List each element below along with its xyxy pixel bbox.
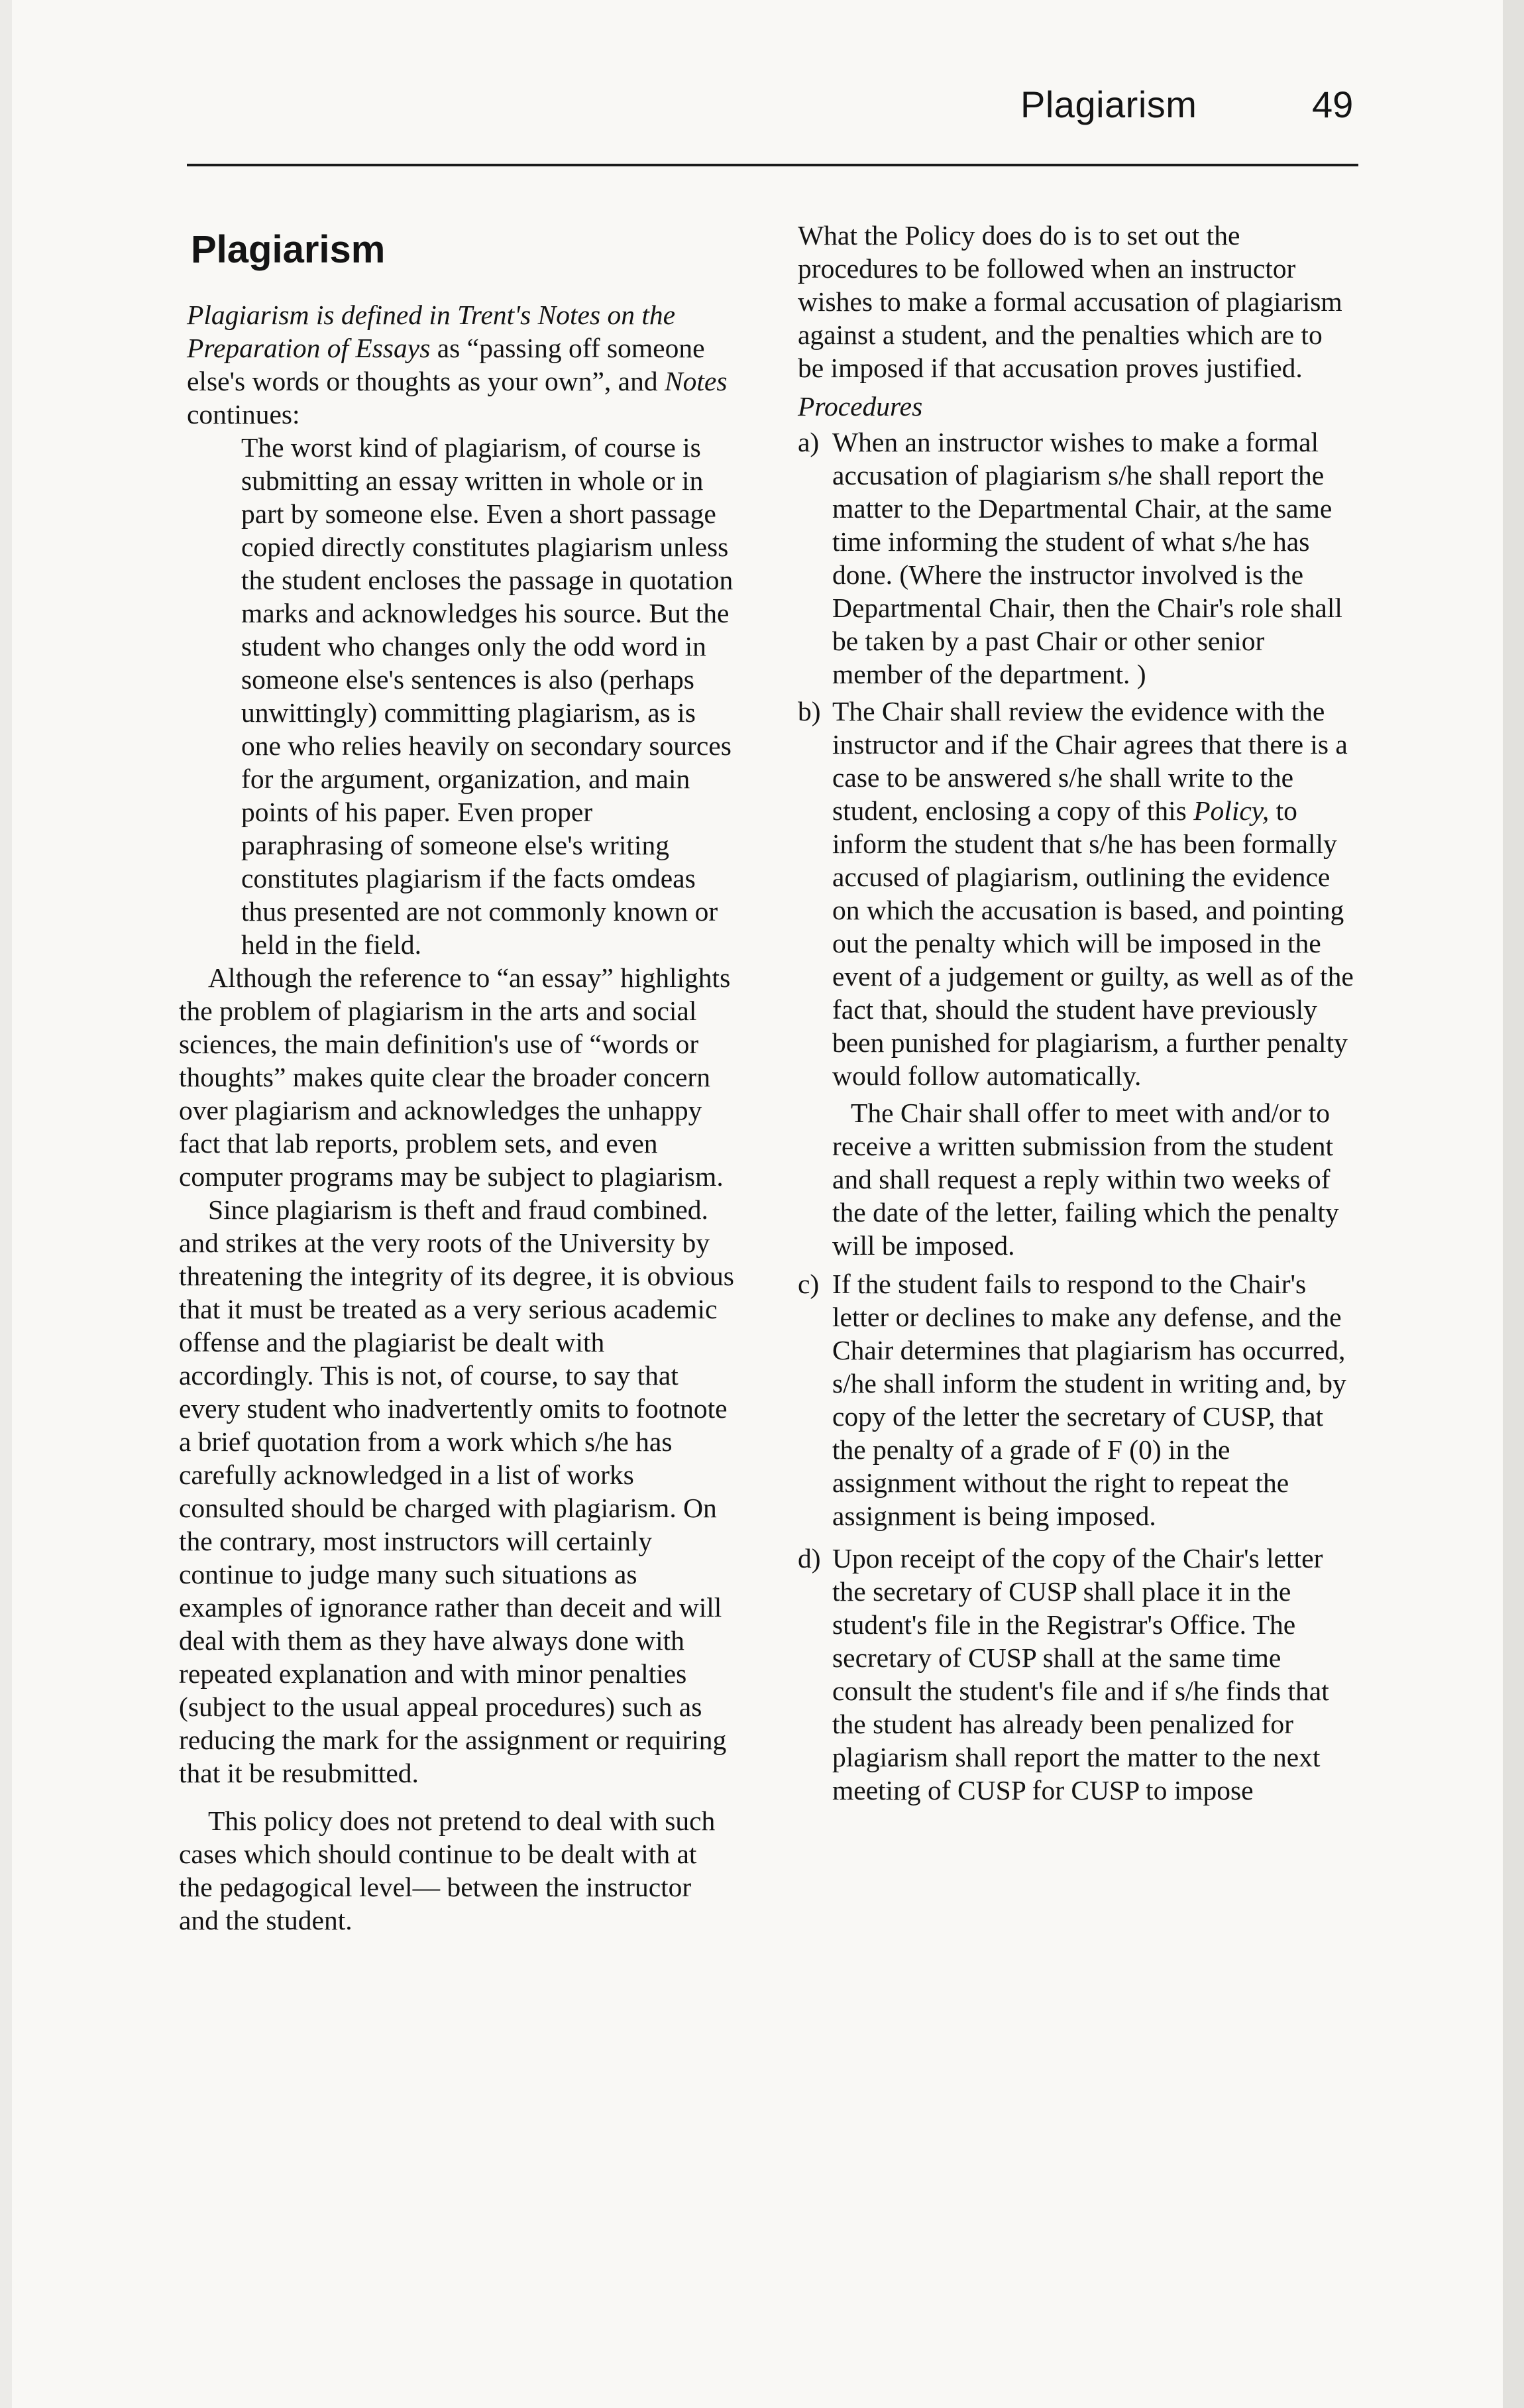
item-label: c) (798, 1269, 820, 1299)
item-text (832, 695, 1354, 1092)
item-text: Upon receipt of the copy of the Chair's letter the secretary of CUSP shall place it in the student's file in the Registrar's Office. The secretary of CUSP shall at the same time consult the student's file and if s/he finds that the student has already been penalized for plagiarism shall report the matter to the next meeting of CUSP for CUSP to impose (832, 1543, 1329, 1806)
item-label: d) (798, 1543, 821, 1574)
item-label: a) (798, 427, 820, 457)
item-label: b) (798, 696, 821, 726)
procedure-item-d (798, 1542, 1354, 1807)
paragraph-pedagogical-level: This policy does not pretend to deal with such cases which should continue to be dealt with at the pedagogical level— between the instructor and the student. (179, 1806, 716, 1935)
intro-text: as “passing off someone else's words or thoughts as your own”, and (187, 333, 705, 396)
policy-italic: Policy, (1193, 795, 1270, 826)
procedure-item-a (798, 426, 1354, 691)
item-text-part: The Chair shall review the evidence with the instructor and if the Chair agrees that there is a case to be answered s/he shall write to the student, enclosing a copy of this (832, 696, 1348, 826)
procedure-item-b (798, 695, 1354, 1092)
right-column (798, 219, 1354, 1811)
left-column (179, 219, 735, 1937)
block-quote: The worst kind of plagiarism, of course is submitting an essay written in whole or in part by someone else. Even a short passage copied directly constitutes plagiarism unless the student encloses the passage in quotation marks and acknowledges his source. But the student who changes only the odd word in someone else's sentences is also (perhaps unwittingly) committing plagiarism, as is one who relies heavily on secondary sources for the argument, organization, and main points of his paper. Even proper paraphrasing of someone else's writing constitutes plagiarism if the facts omdeas thus presented are not commonly known or held in the field. (241, 432, 734, 960)
section-title: Plagiarism (191, 228, 386, 271)
running-title: Plagiarism (1020, 84, 1197, 125)
intro-text-end: continues: (187, 399, 300, 430)
page-edge-shadow (1503, 0, 1524, 2408)
item-text-part: to inform the student that s/he has been formally accused of plagiarism, outlining the evidence on which the accusation is based, and pointing out the penalty which will be imposed in the event of a judgement or guilty, as well as of the fact that, should the student have previously been punished for plagiarism, a further penalty would follow automatically. (832, 795, 1354, 1091)
intro-italic-definition: Plagiarism is defined in Trent's Notes on the Preparation of Essays (187, 300, 676, 363)
intro-italic-notes: Notes (664, 366, 728, 396)
paragraph-theft-fraud: Since plagiarism is theft and fraud combined. and strikes at the very roots of the University by threatening the integrity of its degree, it is obvious that it must be treated as a very serious academic offense and the plagiarist be dealt with accordingly. This is not, of course, to say that every student who inadvertently omits to footnote a brief quotation from a work which s/he has carefully acknowledged in a list of works consulted should be charged with plagiarism. On the contrary, most instructors will certainly continue to judge many such situations as examples of ignorance rather than deceit and will deal with them as they have always done with repeated explanation and with minor penalties (subject to the usual appeal procedures) such as reducing the mark for the assignment or requiring that it be resubmitted. (179, 1194, 734, 1788)
intro-paragraph (187, 298, 735, 431)
paragraph-policy-purpose: What the Policy does do is to set out the procedures to be followed when an instructor wishes to make a formal accusation of plagiarism against a student, and the penalties which are to be imposed if that accusation proves justified. (798, 220, 1342, 383)
header-rule (187, 164, 1358, 166)
procedure-item-b-continuation: The Chair shall offer to meet with and/or to receive a written submission from the student and shall request a reply within two weeks of the date of the letter, failing which the penalty will be imposed. (832, 1098, 1339, 1261)
page-number: 49 (1312, 84, 1354, 125)
item-text: When an instructor wishes to make a formal accusation of plagiarism s/he shall report the matter to the Departmental Chair, at the same time informing the student of what s/he has done. (Where the instructor involved is the Departmental Chair, then the Chair's role shall be taken by a past Chair or other senior member of the department. ) (832, 427, 1342, 689)
procedures-heading: Procedures (798, 391, 923, 422)
paragraph-lab-reports: Although the reference to “an essay” highlights the problem of plagiarism in the arts and social sciences, the main definition's use of “words or thoughts” makes quite clear the broader concern over plagiarism and acknowledges the unhappy fact that lab reports, problem sets, and even computer programs may be subject to plagiarism. (179, 962, 731, 1192)
procedure-item-c (798, 1267, 1354, 1532)
item-text: If the student fails to respond to the Chair's letter or declines to make any defense, and the Chair determines that plagiarism has occurred, s/he shall inform the student in writing and, by copy of the letter the secretary of CUSP, that the penalty of a grade of F (0) in the assignment without the right to repeat the assignment is being imposed. (832, 1269, 1346, 1531)
